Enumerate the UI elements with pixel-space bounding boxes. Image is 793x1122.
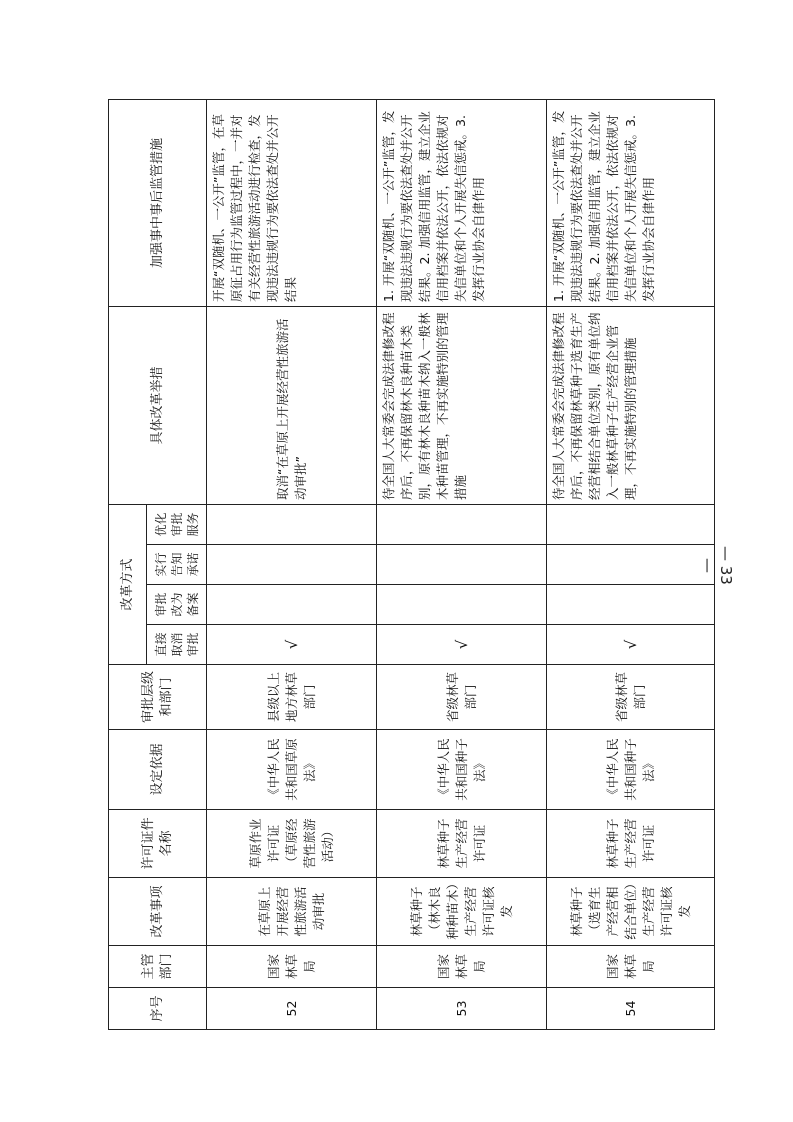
header-mode-notify: 实行告知承诺 — [147, 545, 207, 585]
header-seq: 序号 — [109, 988, 207, 1030]
cell-mode-notify — [547, 545, 715, 585]
cell-mode-optimize — [377, 504, 547, 544]
cell-basis: 《中华人民共和国草原法》 — [207, 730, 377, 810]
cell-mode-record — [377, 585, 547, 625]
cell-mode-cancel: √ — [547, 625, 715, 665]
cell-mode-notify — [207, 545, 377, 585]
cell-level: 省级林草部门 — [547, 665, 715, 730]
cell-dept: 国家林草局 — [377, 946, 547, 988]
cell-mode-cancel: √ — [207, 625, 377, 665]
header-level: 审批层级和部门 — [109, 665, 207, 730]
cell-mode-notify — [377, 545, 547, 585]
cell-mode-optimize — [547, 504, 715, 544]
cell-measures: 待全国人大常委会完成法律修改程序后，不再保留林草种子选育生产经营相结合单位类别，原有单位纳入一般林草种子生产经营企业管理，不再实施特别的管理措施 — [547, 306, 715, 504]
cell-license: 林草种子生产经营许可证 — [377, 810, 547, 878]
header-supervision: 加强事中事后监管措施 — [109, 99, 207, 306]
header-measures: 具体改革举措 — [109, 306, 207, 504]
cell-seq: 53 — [377, 988, 547, 1030]
cell-seq: 52 — [207, 988, 377, 1030]
cell-seq: 54 — [547, 988, 715, 1030]
table-row — [547, 99, 715, 1029]
header-basis: 设定依据 — [109, 730, 207, 810]
header-item: 改革事项 — [109, 878, 207, 946]
cell-measures: 待全国人大常委会完成法律修改程序后，不再保留林木良种苗木类别，原有林木良种苗木纳入一般林木种苗管理，不再实施特别的管理措施 — [377, 306, 547, 504]
rotated-table-page — [108, 100, 714, 1030]
cell-supervision: 1. 开展“双随机、一公开”监管，发现违法违规行为要依法查处并公开结果。2. 加强信用监管，建立企业信用档案并依法公开，依法依规对失信单位和个人开展失信惩戒。3. 发挥行业协会自律作用 — [547, 99, 715, 306]
header-row-1 — [109, 99, 147, 1029]
cell-basis: 《中华人民共和国种子法》 — [377, 730, 547, 810]
reform-table — [108, 99, 715, 1030]
page-number: — 33 — — [699, 545, 735, 585]
header-license: 许可证件名称 — [109, 810, 207, 878]
cell-license: 草原作业许可证（草原经营性旅游活动） — [207, 810, 377, 878]
cell-mode-record — [207, 585, 377, 625]
header-dept: 主管部门 — [109, 946, 207, 988]
cell-mode-record — [547, 585, 715, 625]
header-mode-cancel: 直接取消审批 — [147, 625, 207, 665]
cell-license: 林草种子生产经营许可证 — [547, 810, 715, 878]
cell-dept: 国家林草局 — [547, 946, 715, 988]
cell-mode-optimize — [207, 504, 377, 544]
header-mode-record: 审批改为备案 — [147, 585, 207, 625]
header-reform-mode: 改革方式 — [109, 504, 147, 664]
cell-level: 省级林草部门 — [377, 665, 547, 730]
cell-item: 林草种子（林木良种种苗木）生产经营许可证核发 — [377, 878, 547, 946]
cell-mode-cancel: √ — [377, 625, 547, 665]
cell-dept: 国家林草局 — [207, 946, 377, 988]
cell-basis: 《中华人民共和国种子法》 — [547, 730, 715, 810]
table-row — [377, 99, 547, 1029]
cell-supervision: 1. 开展“双随机、一公开”监管，发现违法违规行为要依法查处并公开结果。2. 加强信用监管，建立企业信用档案并依法公开，依法依规对失信单位和个人开展失信惩戒。3. 发挥行业协会自律作用 — [377, 99, 547, 306]
header-mode-optimize: 优化审批服务 — [147, 504, 207, 544]
cell-measures: 取消“在草原上开展经营性旅游活动审批” — [207, 306, 377, 504]
cell-item: 林草种子（选育生产经营相结合单位）生产经营许可证核发 — [547, 878, 715, 946]
cell-supervision: 开展“双随机、一公开”监管，在草原征占用行为监管过程中，一并对有关经营性旅游活动进行检查，发现违法违规行为要依法查处并公开结果 — [207, 99, 377, 306]
table-row — [207, 99, 377, 1029]
cell-item: 在草原上开展经营性旅游活动审批 — [207, 878, 377, 946]
cell-level: 县级以上地方林草部门 — [207, 665, 377, 730]
